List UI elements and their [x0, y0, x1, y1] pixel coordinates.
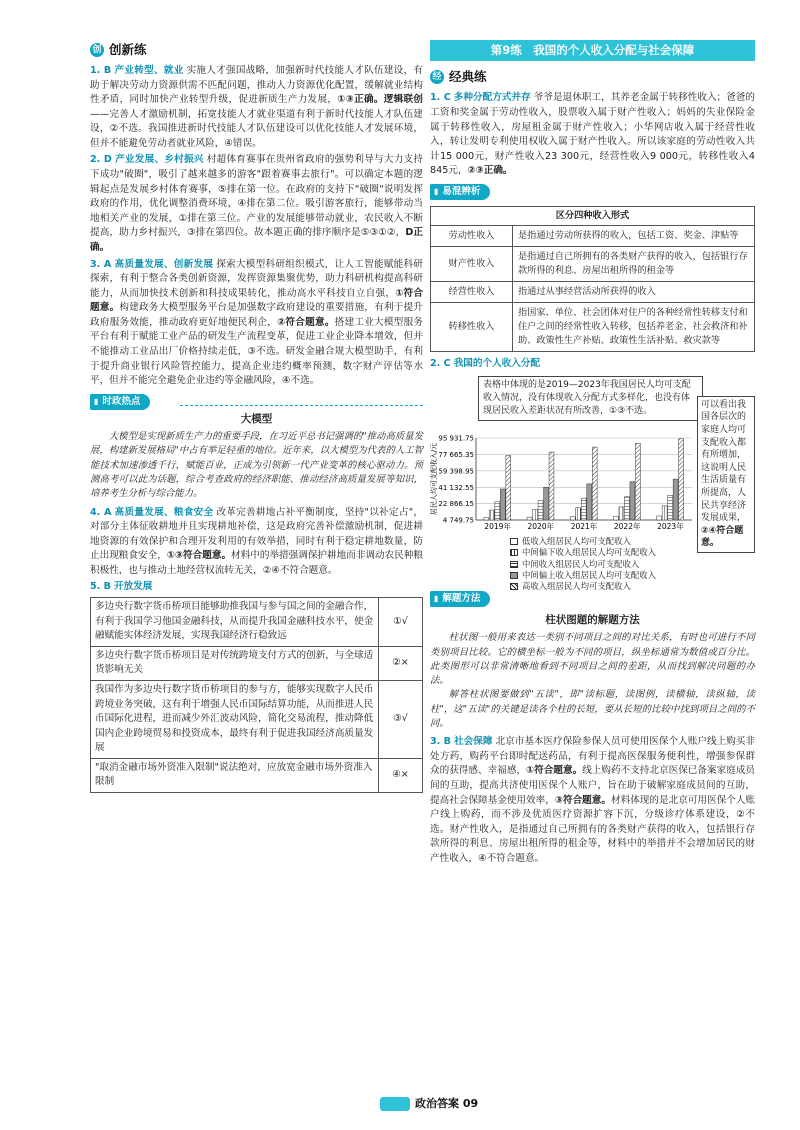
- option-analysis-table: [90, 597, 423, 793]
- income-type-desc: 是指通过劳动所获得的收入，包括工资、奖金、津贴等: [513, 226, 755, 247]
- section-header-innovate: [90, 40, 423, 59]
- answer-number: 5. B: [90, 581, 111, 593]
- right-column: [430, 40, 755, 869]
- answer-keyword: 开放发展: [113, 581, 153, 593]
- bar-3: [538, 500, 543, 519]
- bar-3: [668, 495, 673, 520]
- option-mark: ③√: [379, 680, 423, 758]
- answer-verdict: ②③正确。: [467, 165, 513, 177]
- bar-1: [657, 516, 662, 520]
- option-text: "取消金融市场外资准入限制"说法绝对，应放宽金融市场外资准入限制: [91, 758, 379, 792]
- legend-swatch: [510, 572, 518, 579]
- tag-label: 解题方法: [442, 592, 481, 604]
- answer-number: 1. B: [90, 65, 112, 76]
- tag-book-icon: ▮: [434, 593, 439, 603]
- income-type-name: 经营性收入: [431, 282, 513, 303]
- answer-text: ——完善人才激励机制，拓宽技能人才就业渠道有利于新时代技能人才队伍建设，②不选。我国推进新时代技能人才队伍建设可以优化技能人才发展环境，但并不能避免劳动者就业风险，④错误。: [90, 108, 423, 149]
- legend-label: 中间偏下收入组居民人均可支配收入: [522, 547, 656, 558]
- callout-text: 可以看出我国各层次的家庭人均可支配收入都有所增加，这说明人民生活质量有所提高，人民共享经济发展成果，: [701, 399, 747, 524]
- bar-2: [662, 506, 667, 520]
- option-text: 多边央行数字货币桥项目是对传统跨境支付方式的创新，与全球适货影响无关: [91, 646, 379, 680]
- answer-text: 实施人才强国战略，加强新时代技能人才队伍建设，有助于解决劳动力资源供需不匹配问题，推动人力资源优化配置，缓解就业结构性矛盾，同时加快产业转型升级，促进新质生产力发展，: [90, 65, 423, 106]
- bar-3: [624, 497, 629, 520]
- option-text: 我国作为多边央行数字货币桥项目的参与方，能够实现数字人民币跨境业务突破，这有利于增强人民币国际结算功能，从而推进人民币国际化进程，进而减少外汇波动风险，简化交易流程，推动降低国内企业跨境贸易和投资成本，最终有利于促进我国经济高质量发展: [91, 680, 379, 758]
- y-tick-label: 95 931.75: [438, 434, 474, 443]
- section-badge-icon: 创: [90, 43, 104, 57]
- income-type-name: 劳动性收入: [431, 226, 513, 247]
- answer-verdict: ③符合题意。: [554, 794, 611, 806]
- answer-keyword: 高质量发展、创新发展: [114, 258, 214, 270]
- answer-1: [90, 64, 423, 151]
- answer-verdict: ①符合题意。: [526, 765, 583, 777]
- x-tick-label: 2020年: [527, 521, 555, 531]
- option-mark: ②×: [379, 646, 423, 680]
- bar-1: [613, 516, 618, 519]
- legend-item: [510, 559, 656, 570]
- answer-3: [90, 258, 423, 389]
- legend-item: [510, 547, 656, 558]
- bar-1: [484, 517, 489, 519]
- hot-topic-tag: [90, 394, 150, 410]
- bar-4: [587, 484, 592, 520]
- answer-text: 村超体育赛事在贵州省政府的强势利导与大力支持下成功"破圈"，吸引了越来越多的游客"跟着赛事去旅行"。可以确定本题的逻辑起点是发展乡村体育赛事，: [90, 154, 424, 195]
- bar-4: [630, 481, 635, 519]
- tag-book-icon: ▮: [94, 396, 99, 406]
- income-bar-chart: [430, 434, 702, 534]
- bar-1: [570, 517, 575, 520]
- answer-5: [90, 580, 423, 595]
- y-tick-label: 59 398.95: [438, 467, 474, 476]
- answer-text: 改革完善耕地占补平衡制度，坚持"以补定占"，对部分主体征收耕地并且实现耕地补偿，这是政府完善补偿激励机制，促进耕地资源的有效保护和合理开发利用的有效举措，同时有利于稳定耕地数量，防止出现粮食安全，: [90, 506, 424, 562]
- lesson-title-bar: 第9练 我国的个人收入分配与社会保障: [430, 40, 755, 61]
- answer-text: 构建政务大模型服务平台是加强数字政府建设的重要措施，有利于提升政府服务效能，推动政府更好地便民利企，: [90, 302, 424, 328]
- legend-swatch: [510, 583, 518, 590]
- table-title: 区分四种收入形式: [431, 207, 755, 226]
- option-mark: ④×: [379, 758, 423, 792]
- table-row: [431, 226, 755, 247]
- tag-divider: [180, 405, 423, 406]
- option-text: 多边央行数字货币桥项目能够助推我国与参与国之间的金融合作，有利于我国学习他国金融科技，从而提升我国金融科技水平，使金融赋能实体经济发展，实现我国经济行稳致远: [91, 598, 379, 647]
- answer-number: 1. C: [430, 92, 451, 104]
- footer-text: 政治答案 09: [415, 1097, 479, 1110]
- answer-text: 材料体现的是北京可用医保个人账户线上购药，而不涉及优质医疗资源扩容下沉，分级诊疗体系建设，②不选。财产性收入，是指通过自己所拥有的各类财产获得的收入，包括银行存款所得的利息、房屋出租所得的租金等，材料中的举措并不会增加居民的财产性收入，④不符合题意。: [430, 794, 756, 864]
- method-text: 解答柱状图要做到"五读"，即"读标题，读图例，读横轴，读纵轴，读柱"，这"五读"的关键是读各个柱的长短，要从长短的比较中找到项目之间的不同。: [430, 689, 755, 729]
- answer-number: 4. A: [90, 506, 112, 518]
- legend-item: [510, 570, 656, 581]
- answer-text: 线上购药不支持北京医保已备案家庭成员间的互助，提高共济使用医保个人账户，旨在助于破解家庭成员间的互助，提高社会保障基金使用效率，: [430, 765, 756, 806]
- legend-label: 中间偏上收入组居民人均可支配收入: [522, 569, 656, 580]
- answer-3: [430, 735, 755, 866]
- bar-5: [635, 443, 640, 520]
- answer-number: 2. C: [430, 358, 451, 370]
- brand-logo-icon: [380, 1097, 410, 1111]
- bar-3: [581, 498, 586, 520]
- section-title: 经典练: [449, 69, 487, 85]
- method-tag: [430, 591, 490, 607]
- answer-1: [430, 91, 755, 178]
- answer-verdict: ①③正确。: [337, 94, 384, 106]
- bar-5: [506, 455, 511, 519]
- legend-swatch: [510, 549, 518, 556]
- y-axis-label: 居民人均可支配收入/元: [430, 442, 438, 516]
- left-column: [90, 40, 423, 793]
- y-tick-label: 77 665.35: [438, 450, 474, 459]
- bar-2: [576, 508, 581, 520]
- option-mark: ①√: [379, 598, 423, 647]
- bar-2: [489, 510, 494, 520]
- hot-topic-title: 大模型: [240, 413, 273, 426]
- bar-2: [533, 509, 538, 520]
- answer-verdict: ①符合题意。: [90, 287, 423, 314]
- x-tick-label: 2022年: [613, 521, 641, 531]
- bar-5: [592, 447, 597, 520]
- y-tick-label: 41 132.55: [438, 483, 474, 492]
- income-type-desc: 指通过从事经营活动所获得的收入: [513, 282, 755, 303]
- answer-text: 爷爷是退休职工，其养老金属于转移性收入；爸爸的工资和奖金属于劳动性收入，股票收入属于财产性收入；妈妈的失业保险金属于转移性收入，房屋租金属于财产性收入；小华网店收入属于经营性收入，转让发明专利使用权收入属于财产性收入。所以该家庭的劳动性收入共计15 000元，财产性收入23 300元，经营性收入9 000元，转移性收入4 845元，: [430, 92, 756, 177]
- tag-label: 时政热点: [102, 395, 141, 407]
- section-header-classic: [430, 67, 755, 86]
- bar-1: [527, 517, 532, 520]
- income-chart-area: [430, 376, 755, 592]
- answer-keyword: 产业转型、就业: [114, 65, 184, 76]
- page-footer: [380, 1096, 478, 1113]
- x-tick-label: 2023年: [657, 521, 684, 531]
- x-tick-label: 2019年: [484, 521, 511, 531]
- answer-keyword: 产业发展、乡村振兴: [114, 154, 204, 166]
- legend-swatch: [510, 561, 518, 568]
- table-row: [91, 598, 423, 647]
- income-type-desc: 指国家、单位、社会团体对住户的各种经常性转移支付和住户之间的经常性收入转移，包括养老金、社会救济和补助、政策性生产补贴、政策性生活补贴、救灾款等: [513, 303, 755, 352]
- bar-3: [495, 502, 500, 520]
- answer-verdict: ②符合题意。: [277, 316, 335, 328]
- chart-legend: [510, 536, 656, 593]
- chart-callout-right: [697, 396, 755, 553]
- logic-link-label: 逻辑联创: [383, 94, 424, 106]
- answer-verdict: ①③符合题意。: [166, 550, 232, 562]
- income-type-name: 财产性收入: [431, 247, 513, 282]
- section-title: 创新练: [109, 42, 147, 57]
- table-header-row: [431, 207, 755, 226]
- answer-verdict: D正确。: [90, 227, 423, 253]
- income-types-table: [430, 206, 755, 352]
- answer-2: [90, 153, 423, 255]
- tag-book-icon: ▮: [434, 187, 439, 197]
- legend-item: [510, 581, 656, 592]
- bar-4: [673, 479, 678, 520]
- bar-2: [619, 507, 624, 520]
- answer-keyword: 社会保障: [454, 736, 493, 748]
- table-row: [91, 758, 423, 792]
- legend-swatch: [510, 538, 518, 545]
- y-tick-label: 4 749.75: [442, 516, 474, 525]
- table-row: [91, 646, 423, 680]
- bar-5: [549, 452, 554, 520]
- table-row: [91, 680, 423, 758]
- section-badge-icon: 经: [430, 70, 444, 84]
- table-row: [431, 282, 755, 303]
- method-text: 柱状图一般用来表达一类别不同项目之间的对比关系，有时也可进行不同类别项目比较。它的横坐标一般为不同的项目，纵坐标通常为数值或百分比。此类图形可以非常清晰地看到不同项目之间的差距，从而找到解决问题的办法。: [430, 632, 755, 687]
- legend-item: [510, 536, 656, 547]
- bar-5: [679, 439, 684, 520]
- income-type-desc: 是指通过自己所拥有的各类财产获得的收入，包括银行存款所得的利息、房屋出租所得的租金等: [513, 247, 755, 282]
- answer-text: 探索大模型科研组织模式，让人工智能赋能科研探索，有利于整合各类创新资源，发挥资源集聚优势，助力科研机构提高科研能力，从而加快技术创新和科技成果转化，推动高水平科技自立自强，: [90, 258, 423, 299]
- x-tick-label: 2021年: [570, 521, 598, 531]
- legend-label: 中间收入组居民人均可支配收入: [522, 558, 640, 569]
- answer-4: [90, 506, 423, 579]
- confuse-tag: [430, 184, 490, 200]
- legend-label: 低收入组居民人均可支配收入: [522, 535, 631, 546]
- chart-callout-left: 表格中体现的是2019—2023年我国居民人均可支配收入情况，没有体现收入分配方式多样化，也没有体现居民收入差距状况有所改善，①③不选。: [478, 376, 703, 421]
- answer-2: [430, 357, 755, 372]
- bar-4: [544, 487, 549, 520]
- answer-number: 3. A: [90, 258, 112, 270]
- answer-number: 2. D: [90, 154, 112, 166]
- answer-keyword: 多种分配方式并存: [453, 92, 531, 104]
- tag-label: 易混辨析: [442, 185, 481, 197]
- answer-number: 3. B: [430, 736, 451, 748]
- answer-keyword: 高质量发展、粮食安全: [114, 506, 214, 518]
- bar-4: [500, 489, 505, 520]
- legend-label: 高收入组居民人均可支配收入: [522, 581, 631, 592]
- hot-topic-text: 大模型是实现新质生产力的重要手段，在习近平总书记强调的"推动高质量发展，构建新发展格局"中占有举足轻重的地位。近年来，以大模型为代表的人工智能技术加速渗透千行，赋能百业，正成为引领新一代产业变革的核心驱动力。预测高考可以此为话题，综合考查政府的经济职能、推动经济高质量发展等知识，培养考生分析与综合能力。: [90, 431, 423, 500]
- answer-text: 搭建工业大模型服务平台有利于赋能工业产品的研发生产流程变革，促进工业企业降本增效，但并不能推动工业品出厂价格持续走低，③不选。研发金融合规大模型助手，有利于提升商业银行风险管控能力，提高企业违约概率预测，数字财产评估等水平，但并不能完全避免企业违约等金融风险，④不选。: [90, 316, 424, 387]
- y-tick-label: 22 866.15: [438, 500, 474, 509]
- table-row: [431, 303, 755, 352]
- answer-text: 北京市基本医疗保险参保人员可使用医保个人账户线上购买非处方药，购药平台即时配送药品，有利于提高医保服务便利性，增强参保群众的获得感、幸福感，: [430, 736, 756, 777]
- income-type-name: 转移性收入: [431, 303, 513, 352]
- answer-keyword: 我国的个人收入分配: [453, 358, 541, 370]
- answer-verdict: ②④符合题意。: [701, 525, 744, 549]
- answer-text: ⑤排在第一位。在政府的支持下"破圈"说明发挥政府的作用，优化调整消费环境，④排在第二位。吸引游客旅行，能够带动当地相关产业的发展，①排在第三位。产业的发展能够带动就业，农民收入不断提高，助力乡村振兴，③排在第四位。故本题正确的排序顺序是⑤③①②，: [90, 183, 423, 239]
- table-row: [431, 247, 755, 282]
- method-title: 柱状图题的解题方法: [545, 614, 640, 627]
- answer-text: 材料中的举措强调保护耕地而非调动农民种粮积极性，也与推动土地经营权流转无关，②④不符合题意。: [90, 550, 424, 576]
